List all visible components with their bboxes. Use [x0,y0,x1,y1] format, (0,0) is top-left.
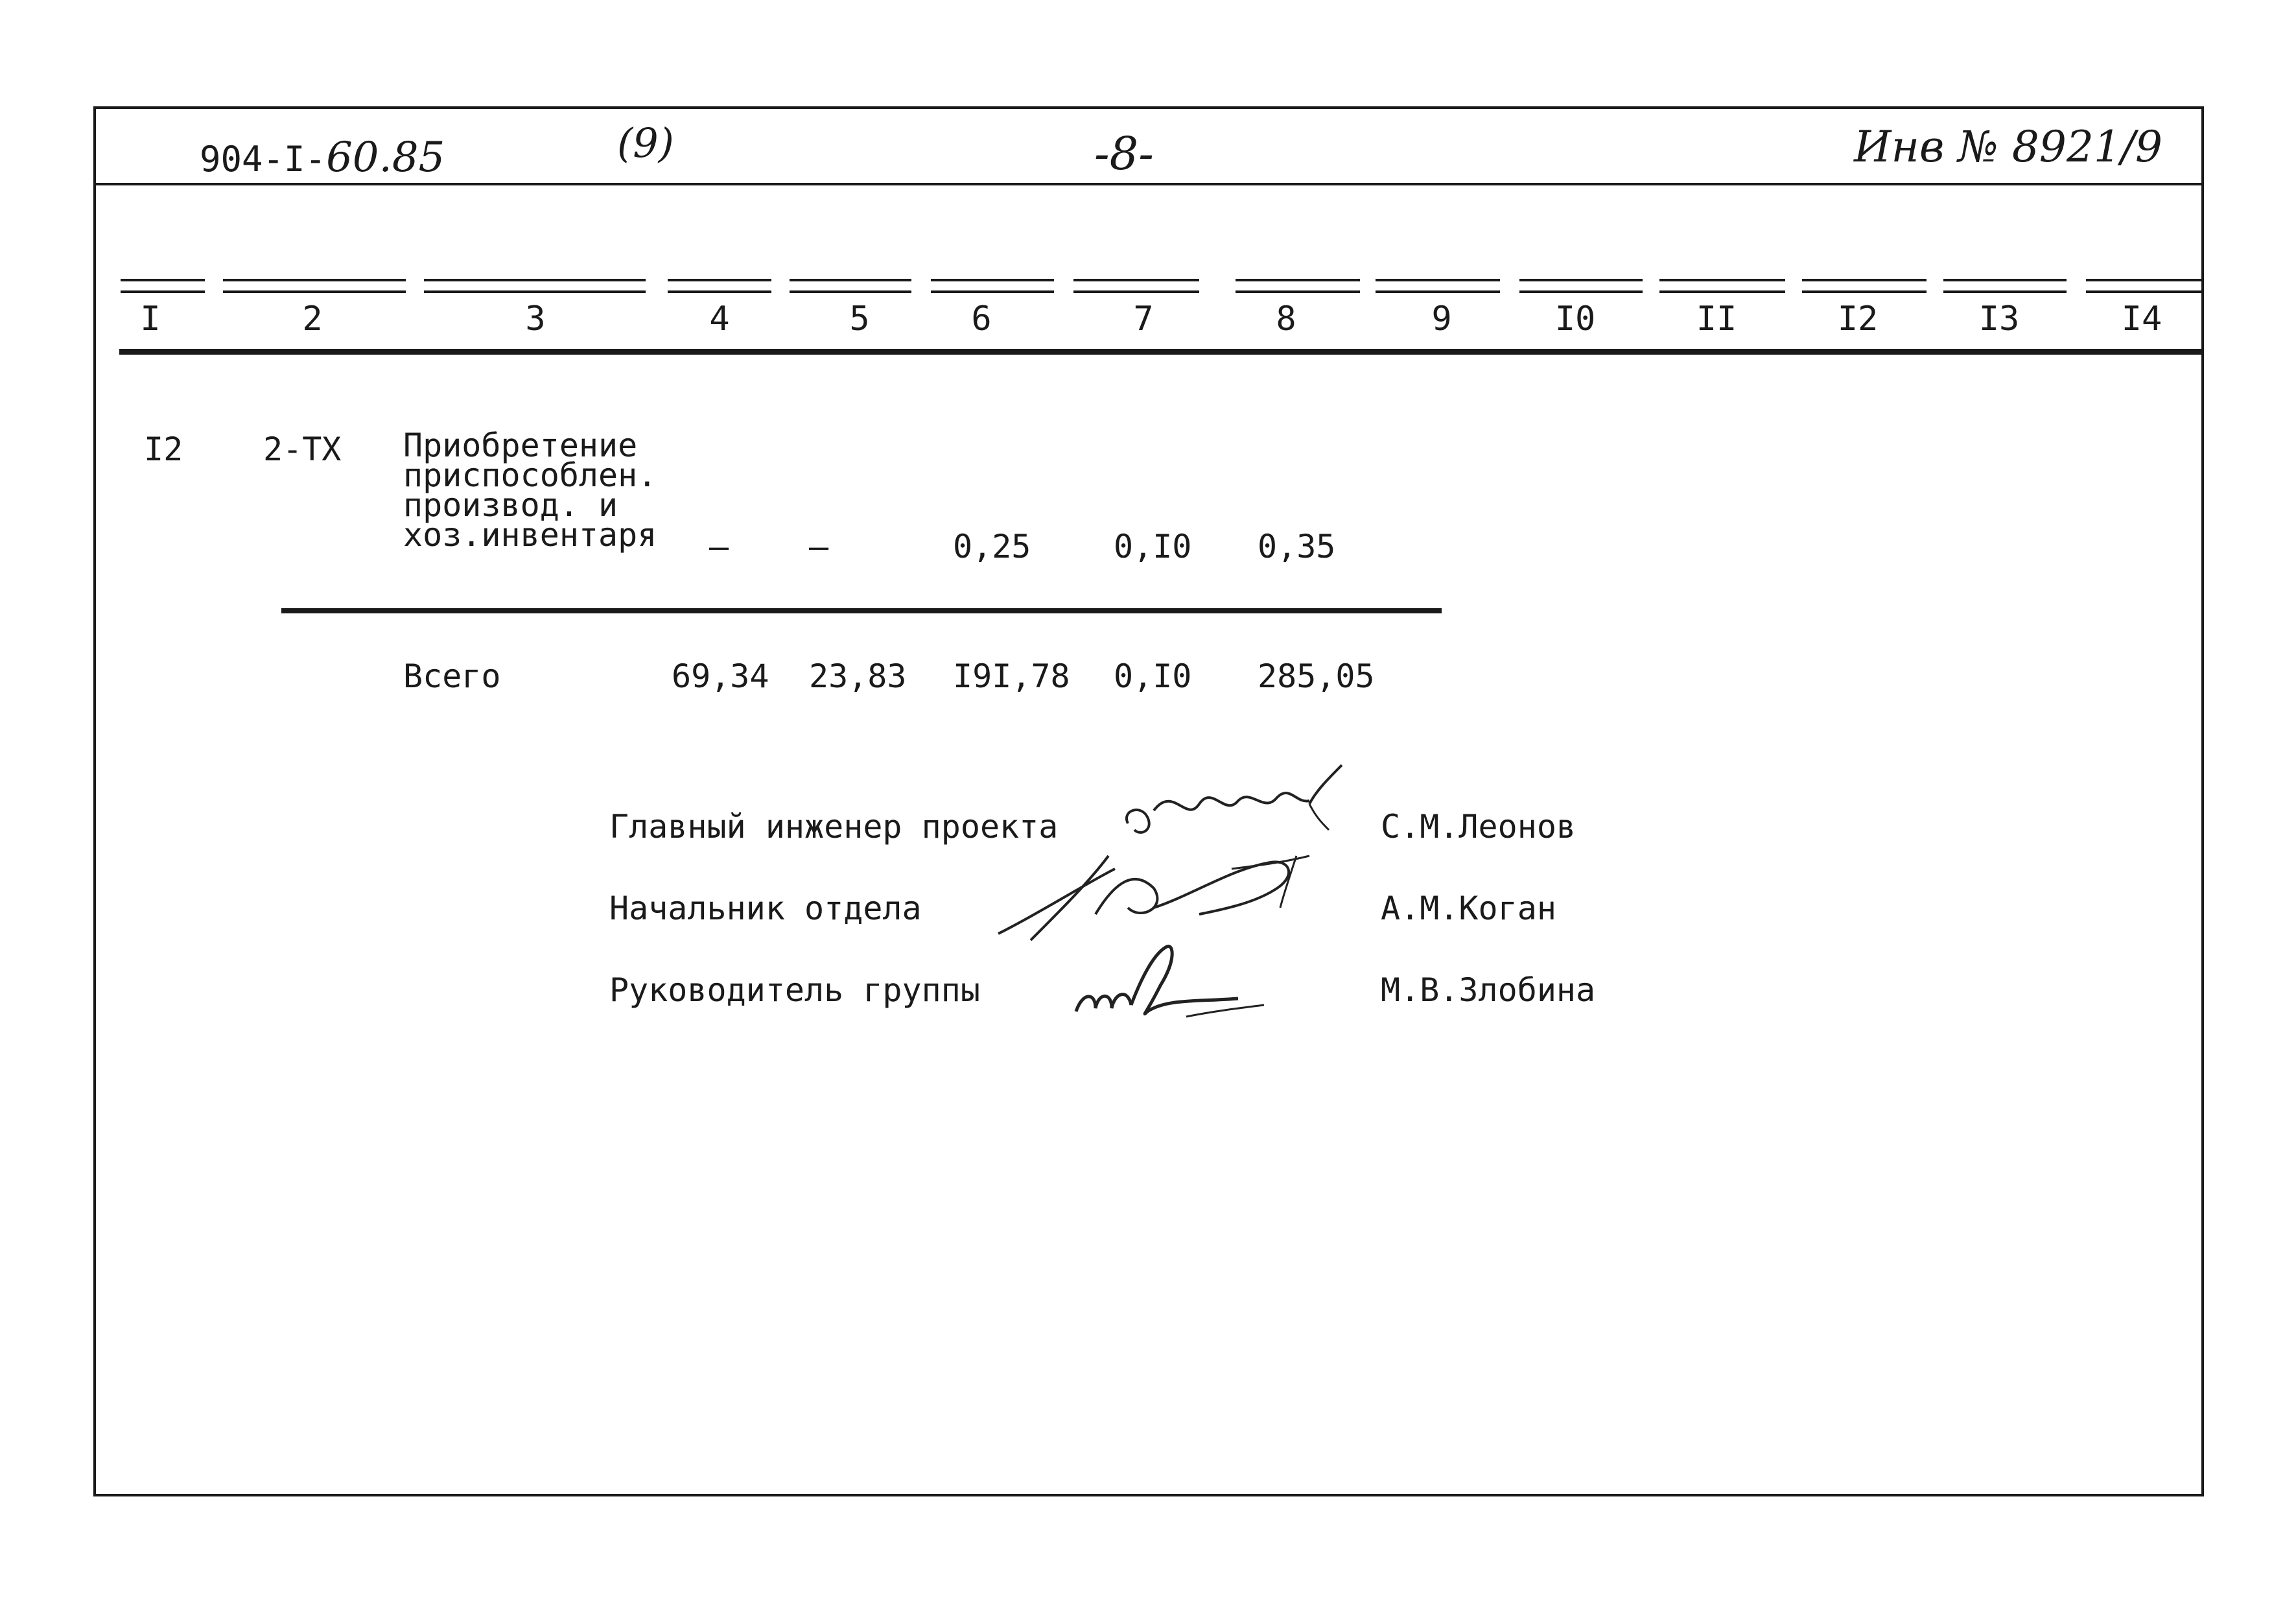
col-rule [121,279,205,293]
col-number-6: 6 [971,300,992,338]
total-col7: 0,I0 [1114,657,1192,695]
total-col6: I9I,78 [953,657,1070,695]
col-number-2: 2 [302,300,323,338]
inventory-number: Инв № 8921/9 [1854,122,2163,172]
signature-title-department-head: Начальник отдела [609,890,922,927]
doc-code-prefix: 904-I- [200,139,327,180]
col-rule [790,279,911,293]
col-rule [1376,279,1500,293]
signature-name-group-leader: М.В.Злобина [1381,971,1596,1009]
col-number-14: I4 [2121,300,2162,338]
col-rule [1802,279,1927,293]
row-col5: – [809,528,829,565]
col-rule [668,279,771,293]
total-label: Всего [403,657,501,695]
col-rule [1519,279,1643,293]
col-number-11: II [1696,300,1737,338]
description-line: Приобретение [403,427,638,464]
signature-name-department-head: А.М.Коган [1381,890,1556,927]
row-code: 2-ТХ [263,431,342,468]
doc-code [200,134,445,182]
page-number: -8- [1094,127,1154,180]
col-number-10: I0 [1554,300,1596,338]
row-col4: – [709,528,729,565]
col-number-4: 4 [709,300,730,338]
col-rule [2086,279,2203,293]
col-rule [931,279,1054,293]
total-rule [281,608,1442,613]
col-rule [1659,279,1785,293]
handwritten-signature-chief-engineer [1115,765,1361,856]
row-col6: 0,25 [953,528,1031,565]
signature-title-group-leader: Руководитель группы [609,971,980,1009]
doc-code-handwritten: 60.85 [326,134,445,182]
column-header-divider [119,349,2204,355]
col-rule [424,279,646,293]
description-line: производ. и [403,486,618,524]
col-number-9: 9 [1431,300,1452,338]
col-rule [223,279,406,293]
description-line: приспособлен. [403,456,657,494]
total-col8: 285,05 [1258,657,1375,695]
handwritten-signature-group-leader [1070,940,1277,1031]
signature-title-chief-engineer: Главный инженер проекта [609,808,1059,845]
col-number-8: 8 [1276,300,1296,338]
row-col7: 0,I0 [1114,528,1192,565]
total-col4: 69,34 [672,657,769,695]
handwritten-signature-department-head [985,843,1348,947]
col-number-7: 7 [1133,300,1154,338]
sheet-number: (9) [617,119,674,167]
col-rule [1943,279,2067,293]
col-rule [1236,279,1360,293]
total-col5: 23,83 [809,657,907,695]
col-number-12: I2 [1837,300,1879,338]
header-divider [93,183,2204,185]
row-description [403,427,657,554]
col-rule [1073,279,1199,293]
row-col8: 0,35 [1258,528,1336,565]
row-number: I2 [144,431,183,468]
signature-name-chief-engineer: С.М.Леонов [1381,808,1576,845]
col-number-5: 5 [849,300,870,338]
col-number-1: I [140,300,161,338]
description-line: хоз.инвентаря [403,516,657,554]
col-number-13: I3 [1978,300,2020,338]
col-number-3: 3 [525,300,546,338]
